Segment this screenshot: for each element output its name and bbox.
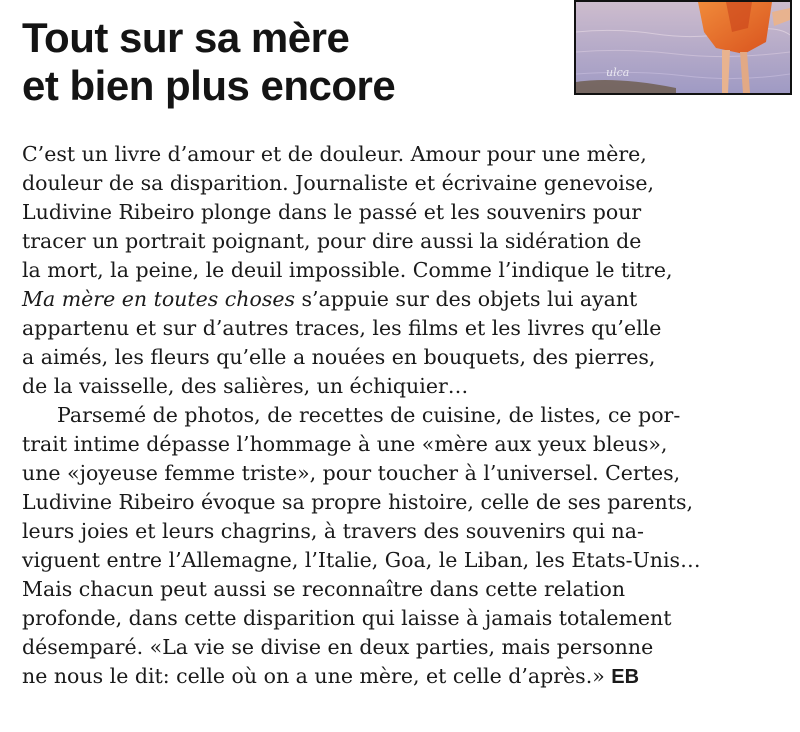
text-line: Parsemé de photos, de recettes de cuisine, de listes, ce por-: [57, 403, 681, 427]
text-line: Ludivine Ribeiro évoque sa propre histoire, celle de ses parents,: [22, 490, 694, 514]
photo-illustration: [576, 2, 790, 93]
text-line: une «joyeuse femme triste», pour toucher à l’universel. Certes,: [22, 461, 681, 485]
text-line: Mais chacun peut aussi se reconnaître dans cette relation: [22, 577, 626, 601]
paragraph-1: [22, 140, 790, 401]
text-segment: ne nous le dit: celle où on a une mère, et celle d’après.»: [22, 664, 605, 688]
text-line: [22, 662, 790, 692]
text-line: viguent entre l’Allemagne, l’Italie, Goa, le Liban, les Etats-Unis…: [22, 548, 701, 572]
text-line: la mort, la peine, le deuil impossible. Comme l’indique le titre,: [22, 258, 673, 282]
text-line: appartenu et sur d’autres traces, les films et les livres qu’elle: [22, 316, 662, 340]
text-line: a aimés, les fleurs qu’elle a nouées en bouquets, des pierres,: [22, 345, 656, 369]
photo-credit: ulca: [606, 66, 630, 79]
book-title: Ma mère en toutes choses: [22, 287, 295, 311]
book-cover-photo: [574, 0, 792, 95]
text-line: Ludivine Ribeiro plonge dans le passé et les souvenirs pour: [22, 200, 642, 224]
article-body: [22, 140, 790, 692]
text-line: [22, 285, 790, 314]
text-line: douleur de sa disparition. Journaliste et écrivaine genevoise,: [22, 171, 654, 195]
author-signature: EB: [611, 666, 640, 688]
text-line: désemparé. «La vie se divise en deux parties, mais personne: [22, 635, 654, 659]
headline-line-2: et bien plus encore: [22, 62, 396, 109]
text-line: trait intime dépasse l’hommage à une «mère aux yeux bleus»,: [22, 432, 668, 456]
text-line: leurs joies et leurs chagrins, à travers des souvenirs qui na-: [22, 519, 644, 543]
text-line: tracer un portrait poignant, pour dire aussi la sidération de: [22, 229, 642, 253]
headline-line-1: Tout sur sa mère: [22, 14, 350, 61]
text-segment: s’appuie sur des objets lui ayant: [295, 287, 638, 311]
text-line: C’est un livre d’amour et de douleur. Amour pour une mère,: [22, 142, 647, 166]
text-line: de la vaisselle, des salières, un échiquier…: [22, 374, 469, 398]
text-line: profonde, dans cette disparition qui laisse à jamais totalement: [22, 606, 672, 630]
headline: [22, 14, 562, 110]
paragraph-2: [22, 401, 790, 692]
